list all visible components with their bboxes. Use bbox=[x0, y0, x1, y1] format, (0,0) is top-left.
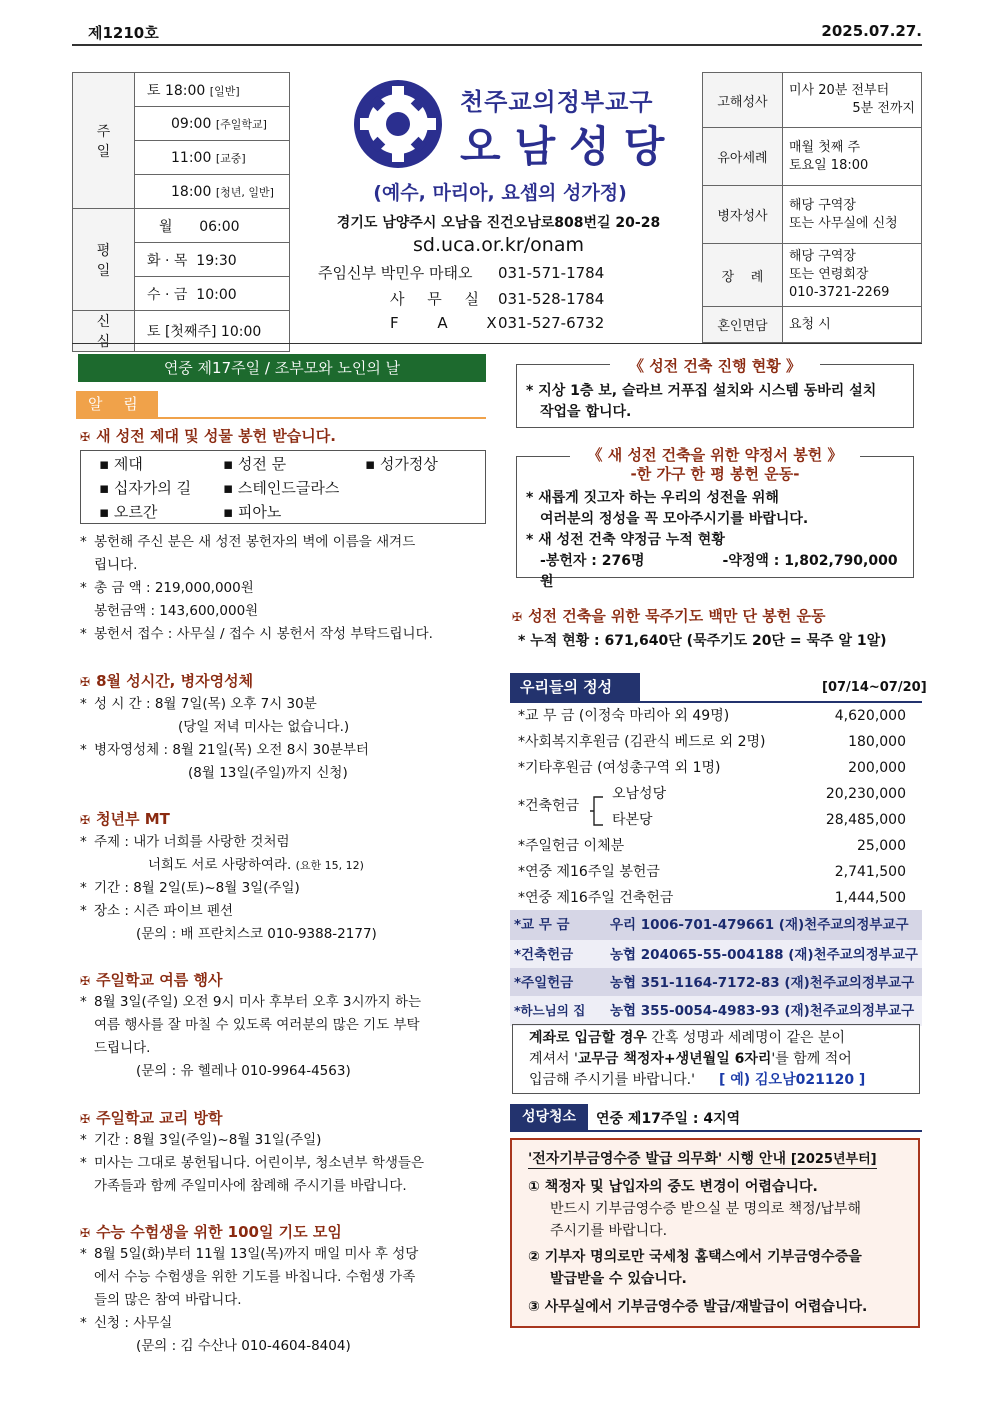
section-title-prayer-meeting: ✠ 수능 수험생을 위한 100일 기도 모임 bbox=[80, 1223, 342, 1241]
sunday-mass-1: 토 18:00 [일반] bbox=[135, 73, 290, 107]
section-title-holy-hour: ✠ 8월 성시간, 병자영성체 bbox=[80, 672, 254, 690]
info-value-marriage: 요청 시 bbox=[783, 307, 922, 343]
rosary-title: ✠ 성전 건축을 위한 묵주기도 백만 단 봉헌 운동 bbox=[512, 607, 826, 625]
section-title-summer-event: ✠ 주일학교 여름 행사 bbox=[80, 971, 223, 989]
section-body-summer-event: * 8월 3일(주일) 오전 9시 미사 후부터 오후 3시까지 하는 여름 행사를 잘 마칠 수 있도록 여러분의 많은 기도 부탁 드립니다. (문의 : 유 헬레나 010-9964-4563) bbox=[80, 994, 421, 1079]
week-title: 연중 제17주일 / 조부모와 노인의 날 bbox=[78, 354, 486, 382]
offering-item: ▪ 피아노 bbox=[223, 503, 282, 521]
info-value-anointing: 해당 구역장 또는 사무실에 신청 bbox=[783, 186, 922, 244]
donation-row: *주일헌금 이체분 25,000 bbox=[518, 838, 906, 854]
notice-tag-wrap bbox=[76, 391, 158, 417]
sinsim-mass: 토 [첫째주] 10:00 bbox=[135, 311, 290, 352]
issue-date: 2025.07.27. bbox=[821, 22, 922, 40]
account-row: *교 무 금 우리 1006-701-479661 (재)천주교의정부교구 bbox=[510, 910, 922, 940]
diocese-logo-icon bbox=[352, 78, 444, 170]
sunday-label: 주 일 bbox=[73, 73, 135, 209]
info-value-funeral: 해당 구역장 또는 연령회장 010-3721-2269 bbox=[783, 244, 922, 307]
contact-office: 사 무 실 031-528-1784 bbox=[390, 290, 605, 308]
sacrament-info-table bbox=[702, 72, 922, 343]
section-title-youth-mt: ✠ 청년부 MT bbox=[80, 810, 170, 828]
info-label-funeral: 장 례 bbox=[703, 244, 783, 307]
contact-priest: 주임신부 박민우 마태오 031-571-1784 bbox=[318, 264, 605, 282]
offering-item: ▪ 스테인드글라스 bbox=[223, 479, 340, 497]
donation-row: 타본당 28,485,000 bbox=[612, 812, 906, 828]
section-bullet-icon: ✠ bbox=[80, 974, 91, 988]
pledge-donors: -봉헌자 : 276명 bbox=[540, 553, 645, 569]
build-status-title: 《 성전 건축 진행 현황 》 bbox=[610, 355, 820, 376]
notice-divider bbox=[76, 417, 486, 419]
section-title-altar: ✠ 새 성전 제대 및 성물 봉헌 받습니다. bbox=[80, 427, 336, 445]
cleanup-text: 연중 제17주일 : 4지역 bbox=[596, 1111, 741, 1127]
sinsim-label: 신 심 bbox=[73, 311, 135, 352]
info-label-baptism: 유아세례 bbox=[703, 128, 783, 186]
parish-name: 오남성당 bbox=[460, 122, 679, 171]
pledge-subtitle: -한 가구 한 평 봉헌 운동- bbox=[630, 465, 800, 483]
rosary-status: * 누적 현황 : 671,640단 (묵주기도 20단 = 묵주 알 1알) bbox=[518, 633, 887, 649]
info-label-marriage: 혼인면담 bbox=[703, 307, 783, 343]
weekday-label: 평 일 bbox=[73, 209, 135, 311]
top-divider bbox=[72, 44, 922, 46]
offering-item: ▪ 오르간 bbox=[99, 503, 158, 521]
receipt-notice-box bbox=[510, 1138, 920, 1328]
notice-tag: 알 림 bbox=[76, 391, 158, 417]
pledge-text: * 새롭게 짓고자 하는 우리의 성전을 위해 여러분의 정성을 꼭 모아주시기를 바랍니다. * 새 성전 건축 약정금 누적 현황 -봉헌자 : 276명 -약정액 : 1,802,790,000원 bbox=[526, 490, 898, 590]
section-body-prayer-meeting: * 8월 5일(화)부터 11월 13일(목)까지 매일 미사 후 성당 에서 수능 수험생을 위한 기도를 바칩니다. 수험생 가족 들의 많은 참여 바랍니다. * 신청 : 사무실 (문의 : 김 수산나 010-4604-8404) bbox=[80, 1246, 419, 1354]
issue-number: 제1210호 bbox=[88, 24, 159, 42]
info-label-anointing: 병자성사 bbox=[703, 186, 783, 244]
mass-schedule-table bbox=[72, 72, 290, 352]
account-note-box: 계좌로 입금할 경우 간혹 성명과 세례명이 같은 분이 계셔서 '교무금 책정자+생년월일 6자리'를 함께 적어 입금해 주시기를 바랍니다.' [ 예) 김오남021120 ] bbox=[512, 1024, 920, 1094]
offering-item: ▪ 성전 문 bbox=[223, 455, 287, 473]
offering-items-box bbox=[80, 450, 486, 524]
weekday-mass-3: 수 · 금 10:00 bbox=[135, 277, 290, 311]
section-bullet-icon: ✠ bbox=[80, 430, 91, 444]
building-fund-label: *건축헌금 bbox=[518, 798, 580, 814]
cleanup-tag: 성당청소 bbox=[510, 1104, 588, 1130]
donation-row: *기타후원금 (여성총구역 외 1명) 200,000 bbox=[518, 760, 906, 776]
receipt-title: '전자기부금영수증 발급 의무화' 시행 안내 [2025년부터] bbox=[528, 1148, 877, 1169]
pledge-title: 《 새 성전 건축을 위한 약정서 봉헌 》 bbox=[570, 444, 860, 465]
weekday-mass-1: 월 06:00 bbox=[135, 209, 290, 243]
bracket-icon bbox=[590, 793, 604, 829]
weekday-mass-2: 화 · 목 19:30 bbox=[135, 243, 290, 277]
section-bullet-icon: ✠ bbox=[80, 1112, 91, 1126]
donation-row: *사회복지후원금 (김관식 베드로 외 2명) 180,000 bbox=[518, 734, 906, 750]
section-body-altar: * 봉헌해 주신 분은 새 성전 봉헌자의 벽에 이름을 새겨드 립니다. * 총 금 액 : 219,000,000원 봉헌금액 : 143,600,000원 * 봉헌서 접수 : 사무실 / 접수 시 봉헌서 작성 부탁드립니다. bbox=[80, 534, 433, 642]
donation-row: *연중 제16주일 봉헌금 2,741,500 bbox=[518, 864, 906, 880]
sunday-mass-2: 09:00 [주일학교] bbox=[135, 107, 290, 141]
donation-row: *연중 제16주일 건축헌금 1,444,500 bbox=[518, 890, 906, 906]
info-label-confession: 고해성사 bbox=[703, 73, 783, 128]
diocese-name: 천주교의정부교구 bbox=[460, 88, 654, 116]
section-bullet-icon: ✠ bbox=[80, 675, 91, 689]
section-bullet-icon: ✠ bbox=[512, 610, 523, 624]
section-bullet-icon: ✠ bbox=[80, 813, 91, 827]
account-row: *하느님의 집 농협 355-0054-4983-93 (재)천주교의정부교구 bbox=[510, 996, 922, 1026]
contact-fax: F A X031-527-6732 bbox=[390, 314, 605, 332]
donation-row: 오남성당 20,230,000 bbox=[612, 786, 906, 802]
donation-title: 우리들의 정성 bbox=[510, 673, 640, 701]
build-status-text: * 지상 1층 보, 슬라브 거푸집 설치와 시스템 동바리 설치 작업을 합니다. bbox=[526, 383, 877, 420]
parish-patron: (예수, 마리아, 요셉의 성가정) bbox=[373, 182, 627, 204]
section-body-school-break: * 기간 : 8월 3일(주일)~8월 31일(주일) * 미사는 그대로 봉헌됩니다. 어린이부, 청소년부 학생들은 가족들과 함께 주일미사에 참례해 주시기를 바랍니다. bbox=[80, 1132, 424, 1194]
account-row: *건축헌금 농협 204065-55-004188 (재)천주교의정부교구 bbox=[510, 940, 922, 970]
section-body-holy-hour: * 성 시 간 : 8월 7일(목) 오후 7시 30분 (당일 저녁 미사는 없습니다.) * 병자영성체 : 8월 21일(목) 오전 8시 30분부터 (8월 13일(주일)까지 신청) bbox=[80, 696, 369, 781]
donation-row: *교 무 금 (이정숙 마리아 외 49명) 4,620,000 bbox=[518, 708, 906, 724]
section-bullet-icon: ✠ bbox=[80, 1226, 91, 1240]
receipt-body: ① 책정자 및 납입자의 중도 변경이 어렵습니다. 반드시 기부금영수증 받으실 분 명의로 책정/납부해 주시기를 바랍니다. ② 기부자 명의로만 국세청 홈택스에서 기부금영수증을 발급받을 수 있습니다. ③ 사무실에서 기부금영수증 발급/재발급이 어렵습니다. bbox=[528, 1179, 868, 1315]
donation-period: [07/14~07/20] bbox=[822, 680, 927, 695]
info-value-confession: 미사 20분 전부터 5분 전까지 bbox=[783, 73, 922, 128]
parish-address: 경기도 남양주시 오남읍 진건오남로808번길 20-28 bbox=[336, 215, 661, 231]
section-title-school-break: ✠ 주일학교 교리 방학 bbox=[80, 1109, 223, 1127]
offering-item: ▪ 십자가의 길 bbox=[99, 479, 192, 497]
offering-item: ▪ 성가정상 bbox=[365, 455, 438, 473]
account-example: [ 예) 김오남021120 ] bbox=[718, 1072, 866, 1088]
sunday-mass-4: 18:00 [청년, 일반] bbox=[135, 175, 290, 209]
header-bottom-divider bbox=[72, 343, 922, 344]
account-row: *주일헌금 농협 351-1164-7172-83 (재)천주교의정부교구 bbox=[510, 968, 922, 998]
cleanup-divider bbox=[510, 1130, 922, 1132]
section-body-youth-mt: * 주제 : 내가 너희를 사랑한 것처럼 너희도 서로 사랑하여라. (요한 15, 12) * 기간 : 8월 2일(토)~8월 3일(주일) * 장소 : 시즌 파이브 펜션 (문의 : 배 프란치스코 010-9388-2177) bbox=[80, 834, 377, 942]
sunday-mass-3: 11:00 [교중] bbox=[135, 141, 290, 175]
pledge-amount: -약정액 : 1,802,790,000원 bbox=[540, 553, 898, 590]
info-value-baptism: 매월 첫째 주 토요일 18:00 bbox=[783, 128, 922, 186]
parish-website[interactable]: sd.uca.or.kr/onam bbox=[413, 234, 584, 256]
offering-item: ▪ 제대 bbox=[99, 455, 143, 473]
